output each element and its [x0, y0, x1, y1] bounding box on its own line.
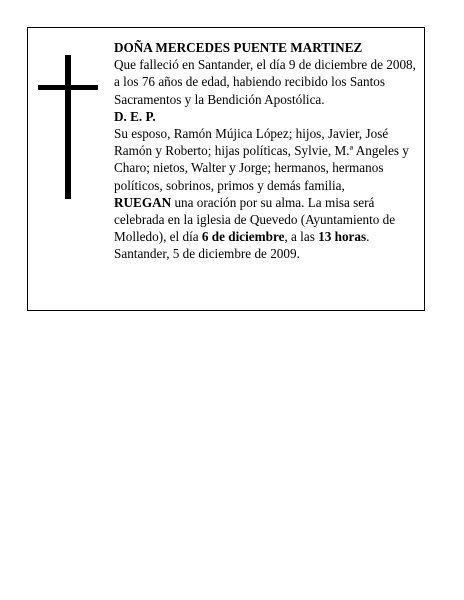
cross-vertical-bar — [65, 55, 71, 199]
request-text-3: . — [366, 229, 370, 245]
mass-request — [114, 194, 424, 246]
mass-time: 13 horas — [318, 229, 367, 245]
cross-horizontal-bar — [38, 85, 98, 90]
death-statement: Que falleció en Santander, el día 9 de diciembre de 2008, a los 76 años de edad, habiendo recibido los Santos Sacramentos y la Bendición Apostólica. — [114, 57, 416, 107]
deceased-name: DOÑA MERCEDES PUENTE MARTINEZ — [114, 40, 363, 55]
request-text-1: una oración por su alma. La misa será celebrada en la iglesia de Quevedo (Ayuntamiento de Molledo), el día — [114, 194, 396, 245]
obituary-notice — [27, 27, 425, 311]
cross-icon — [38, 55, 98, 199]
request-text-2: , a las — [284, 229, 319, 245]
family-list: Su esposo, Ramón Mújica López; hijos, Javier, José Ramón y Roberto; hijas políticas, Sylvie, M.ª Angeles y Charo; nietos, Walter y Jorge; hermanos, hermanos políticos, sobrinos, primos y demás familia, — [114, 126, 409, 193]
place-date: Santander, 5 de diciembre de 2009. — [114, 246, 300, 262]
dep-line: D. E. P. — [114, 108, 156, 124]
notice-text — [114, 39, 424, 263]
request-keyword: RUEGAN — [114, 194, 172, 210]
mass-day: 6 de diciembre — [201, 229, 285, 245]
